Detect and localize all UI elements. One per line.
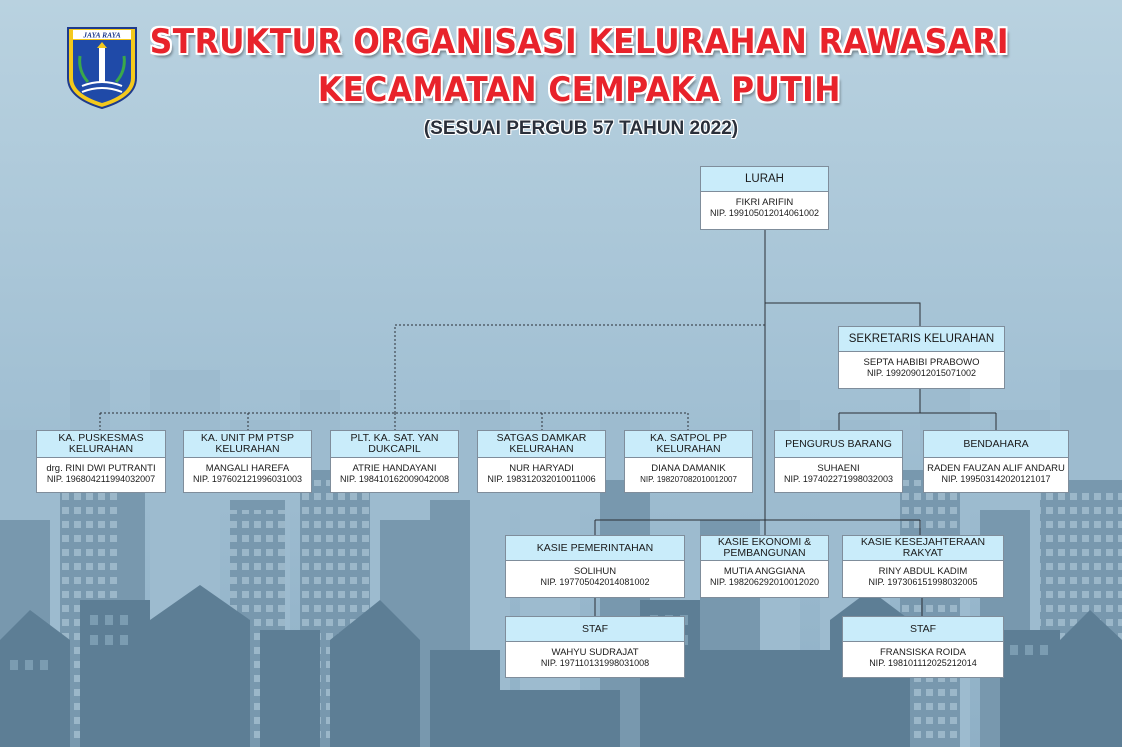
box-satpol-title-2: KELURAHAN [656,443,721,455]
box-sekretaris-title: SEKRETARIS KELURAHAN [839,327,1004,352]
box-damkar-title-1: SATGAS DAMKAR [496,432,587,444]
box-pengurus-name: SUHAENI [817,463,860,474]
box-staf2-title: STAF [843,617,1003,642]
box-lurah-title: LURAH [701,167,828,192]
box-lurah-name: FIKRI ARIFIN [735,197,794,208]
box-dukcapil [330,430,459,493]
box-pemerintahan-name: SOLIHUN [573,566,617,577]
box-kasie-ekonomi [700,535,829,598]
box-kesra-nip: NIP. 197306151998032005 [868,577,978,587]
box-staf2-name: FRANSISKA ROIDA [879,647,967,658]
box-pemerintahan-nip: NIP. 197705042014081002 [540,577,650,587]
box-ekonomi-nip: NIP. 198206292010012020 [710,577,819,587]
box-lurah [700,166,829,230]
box-staf1-title: STAF [506,617,684,642]
box-dukcapil-title-1: PLT. KA. SAT. YAN [350,432,439,444]
box-dukcapil-nip: NIP. 198410162009042008 [340,474,449,484]
page-title-line-2: KECAMATAN CEMPAKA PUTIH [317,70,841,110]
box-ptsp [183,430,312,493]
box-bendahara-title: BENDAHARA [924,431,1068,458]
box-pengurus-barang [774,430,903,493]
box-ekonomi-title-2: PEMBANGUNAN [723,547,806,559]
box-damkar-nip: NIP. 198312032010011006 [487,474,596,484]
box-staf-pemerintahan [505,616,685,678]
dashed-connector-top [395,325,765,413]
box-bendahara-nip: NIP. 199503142020121017 [941,474,1051,484]
connector-kasie-bus [595,520,920,535]
box-kesra-title-2: RAKYAT [902,547,944,559]
box-dukcapil-name: ATRIE HANDAYANI [352,463,437,474]
box-staf1-nip: NIP. 197110131998031008 [540,658,650,668]
box-pengurus-title: PENGURUS BARANG [775,431,902,458]
box-bendahara-name: RADEN FAUZAN ALIF ANDARU [927,463,1065,474]
box-satpol [624,430,753,493]
box-staf2-nip: NIP. 198101112025212014 [869,658,977,668]
box-dukcapil-title-2: DUKCAPIL [368,443,421,455]
box-bendahara [923,430,1069,493]
box-sekretaris [838,326,1005,389]
box-puskesmas-title-2: KELURAHAN [68,443,134,455]
box-staf-kesra [842,616,1004,678]
box-ekonomi-title-1: KASIE EKONOMI & [717,536,812,548]
box-puskesmas-name: drg. RINI DWI PUTRANTI [46,463,156,474]
box-sekretaris-name: SEPTA HABIBI PRABOWO [863,357,980,368]
box-damkar-title-2: KELURAHAN [509,443,574,455]
box-ekonomi-name: MUTIA ANGGIANA [723,566,806,577]
connector-sekretaris [765,303,920,326]
box-damkar-name: NUR HARYADI [509,463,574,474]
box-kasie-pemerintahan [505,535,685,598]
box-puskesmas [36,430,166,493]
box-ptsp-title-2: KELURAHAN [215,443,280,455]
box-pengurus-nip: NIP. 197402271998032003 [784,474,893,484]
box-sekretaris-nip: NIP. 199209012015071002 [867,368,976,378]
page-title-line-1: STRUKTUR ORGANISASI KELURAHAN RAWASARI [149,22,1009,62]
box-pemerintahan-title: KASIE PEMERINTAHAN [506,536,684,561]
svg-text:JAYA RAYA: JAYA RAYA [83,30,121,40]
box-ptsp-title-1: KA. UNIT PM PTSP [200,432,295,444]
dashed-connector-bus [100,413,688,430]
box-damkar [477,430,606,493]
box-kesra-title-1: KASIE KESEJAHTERAAN [860,536,986,548]
page-subtitle: (SESUAI PERGUB 57 TAHUN 2022) [423,118,739,139]
box-satpol-title-1: KA. SATPOL PP [649,432,728,444]
box-satpol-nip: NIP. 198207082010012007 [640,475,737,484]
box-puskesmas-nip: NIP. 196804211994032007 [46,474,156,484]
connector-sek-children [839,389,996,430]
box-ptsp-nip: NIP. 197602121996031003 [193,474,302,484]
box-kasie-kesra [842,535,1004,598]
box-kesra-name: RINY ABDUL KADIM [878,566,968,577]
box-satpol-name: DIANA DAMANIK [651,463,726,474]
box-ptsp-name: MANGALI HAREFA [205,463,290,474]
box-lurah-nip: NIP. 199105012014061002 [710,208,819,218]
box-staf1-name: WAHYU SUDRAJAT [551,647,639,658]
box-puskesmas-title-1: KA. PUSKESMAS [58,432,144,444]
